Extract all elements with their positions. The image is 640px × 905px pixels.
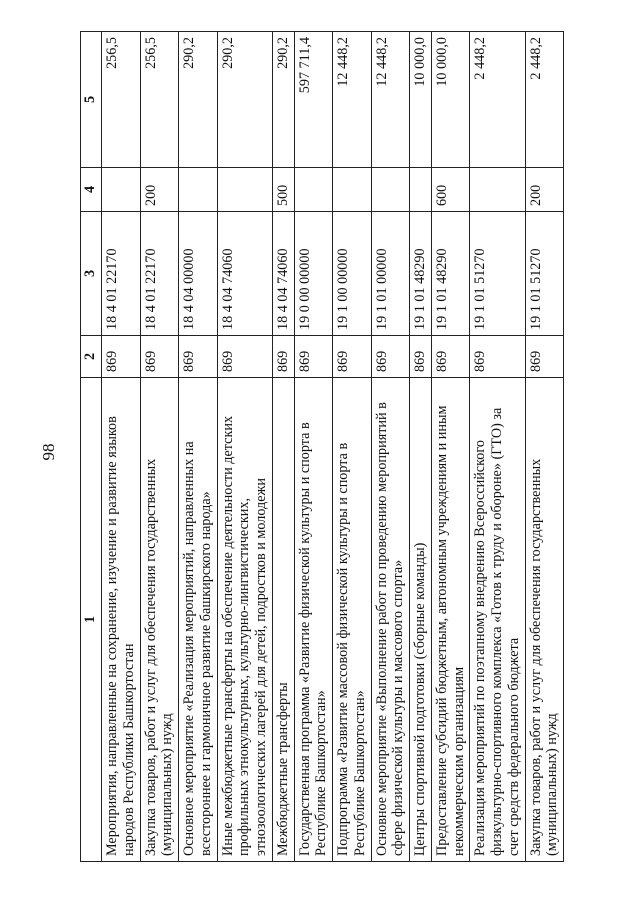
cell-name: Предоставление субсидий бюджетным, автономным учреждениям и иным некоммерческим организациям — [431, 378, 470, 862]
cell-target: 19 1 01 48290 — [431, 212, 470, 336]
cell-code: 869 — [371, 336, 410, 378]
table-row — [102, 32, 141, 862]
cell-kind — [102, 168, 141, 212]
table-row — [333, 32, 372, 862]
cell-code: 869 — [525, 336, 564, 378]
cell-kind — [333, 168, 372, 212]
table-row — [410, 32, 432, 862]
cell-target: 18 4 04 74060 — [272, 212, 294, 336]
cell-name: Иные межбюджетные трансферты на обеспечение деятельности детских профильных этнокультурных, культурно-лингвистических, этнозоологических лагерей для детей, подростков и молодежи — [217, 378, 272, 862]
cell-amount: 290,2 — [217, 32, 272, 168]
cell-amount: 290,2 — [272, 32, 294, 168]
cell-kind — [410, 168, 432, 212]
header-col-2: 2 — [81, 336, 102, 378]
header-row — [81, 32, 102, 862]
cell-amount: 256,5 — [140, 32, 179, 168]
cell-name: Основное мероприятие «Реализация мероприятий, направленных на всестороннее и гармоничное развитие башкирского народа» — [179, 378, 218, 862]
cell-name: Межбюджетные трансферты — [272, 378, 294, 862]
cell-name: Основное мероприятие «Выполнение работ по проведению мероприятий в сфере физической культуры и массового спорта» — [371, 378, 410, 862]
header-col-3: 3 — [81, 212, 102, 336]
cell-kind — [470, 168, 525, 212]
cell-amount: 290,2 — [179, 32, 218, 168]
table-row — [525, 32, 564, 862]
cell-target: 19 1 00 00000 — [333, 212, 372, 336]
cell-kind — [217, 168, 272, 212]
cell-target: 18 4 01 22170 — [102, 212, 141, 336]
table-row — [431, 32, 470, 862]
table-row — [371, 32, 410, 862]
cell-target: 19 0 00 00000 — [294, 212, 333, 336]
cell-code: 869 — [470, 336, 525, 378]
page-number: 98 — [39, 443, 58, 461]
cell-amount: 10 000,0 — [410, 32, 432, 168]
cell-amount: 12 448,2 — [333, 32, 372, 168]
table-row — [470, 32, 525, 862]
cell-code: 869 — [272, 336, 294, 378]
cell-target: 18 4 04 74060 — [217, 212, 272, 336]
cell-kind: 500 — [272, 168, 294, 212]
cell-name: Государственная программа «Развитие физической культуры и спорта в Республике Башкортостан» — [294, 378, 333, 862]
cell-target: 19 1 01 51270 — [470, 212, 525, 336]
cell-target: 18 4 01 22170 — [140, 212, 179, 336]
cell-amount: 256,5 — [102, 32, 141, 168]
cell-code: 869 — [102, 336, 141, 378]
header-col-4: 4 — [81, 168, 102, 212]
cell-amount: 597 711,4 — [294, 32, 333, 168]
cell-amount: 12 448,2 — [371, 32, 410, 168]
cell-amount: 2 448,2 — [525, 32, 564, 168]
cell-target: 19 1 01 00000 — [371, 212, 410, 336]
cell-kind — [371, 168, 410, 212]
cell-name: Подпрограмма «Развитие массовой физической культуры и спорта в Республике Башкортостан» — [333, 378, 372, 862]
cell-code: 869 — [294, 336, 333, 378]
table-row — [140, 32, 179, 862]
cell-code: 869 — [140, 336, 179, 378]
cell-target: 19 1 01 51270 — [525, 212, 564, 336]
budget-table — [80, 31, 564, 862]
cell-target: 18 4 04 00000 — [179, 212, 218, 336]
cell-name: Закупка товаров, работ и услуг для обеспечения государственных (муниципальных) нужд — [140, 378, 179, 862]
cell-name: Реализация мероприятий по поэтапному внедрению Всероссийского физкультурно-спортивного комплекса «Готов к труду и обороне» (ГТО) за счет средств федерального бюджета — [470, 378, 525, 862]
cell-code: 869 — [333, 336, 372, 378]
cell-name: Мероприятия, направленные на сохранение, изучение и развитие языков народов Республики Башкортостан — [102, 378, 141, 862]
table-row — [272, 32, 294, 862]
rotated-table-wrapper — [80, 32, 608, 862]
table-row — [217, 32, 272, 862]
cell-kind: 200 — [525, 168, 564, 212]
cell-code: 869 — [431, 336, 470, 378]
table-body — [102, 32, 564, 862]
cell-amount: 10 000,0 — [431, 32, 470, 168]
table-row — [294, 32, 333, 862]
cell-kind — [179, 168, 218, 212]
cell-code: 869 — [179, 336, 218, 378]
table-row — [179, 32, 218, 862]
cell-name: Закупка товаров, работ и услуг для обеспечения государственных (муниципальных) нужд — [525, 378, 564, 862]
cell-target: 19 1 01 48290 — [410, 212, 432, 336]
cell-code: 869 — [410, 336, 432, 378]
cell-kind — [294, 168, 333, 212]
header-col-5: 5 — [81, 32, 102, 168]
cell-code: 869 — [217, 336, 272, 378]
cell-amount: 2 448,2 — [470, 32, 525, 168]
header-col-1: 1 — [81, 378, 102, 862]
cell-kind: 200 — [140, 168, 179, 212]
cell-name: Центры спортивной подготовки (сборные команды) — [410, 378, 432, 862]
cell-kind: 600 — [431, 168, 470, 212]
